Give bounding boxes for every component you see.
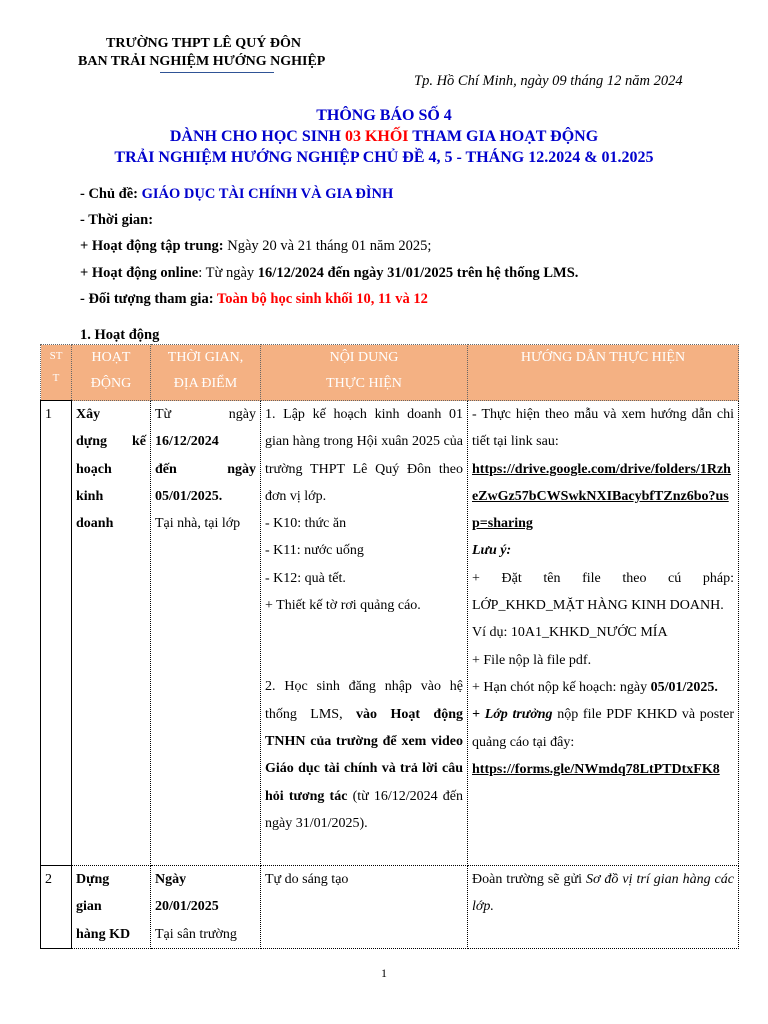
activity-table	[40, 344, 739, 949]
plan-template-link[interactable]: https://drive.google.com/drive/folders/1RzheZwGz57bCWSwkNXIBacybfTZnz6bo?usp=sharing	[472, 461, 731, 532]
school-name: TRƯỜNG THPT LÊ QUÝ ĐÔN	[106, 36, 301, 51]
row1-activity: Xây dựng kế hoạch kinh doanh	[72, 401, 151, 866]
time-label: - Thời gian:	[80, 212, 154, 228]
target-value: Toàn bộ học sinh khối 10, 11 và 12	[216, 291, 428, 307]
row2-stt: 2	[41, 866, 72, 949]
notice-number: THÔNG BÁO SỐ 4	[316, 107, 452, 124]
header-stt: ST T	[41, 345, 72, 401]
online-activity-line: + Hoạt động online: Từ ngày 16/12/2024 đến ngày 31/01/2025 trên hệ thống LMS.	[80, 265, 579, 281]
row2-content: Tự do sáng tạo	[261, 866, 468, 949]
document-date: Tp. Hồ Chí Minh, ngày 09 tháng 12 năm 2024	[414, 73, 683, 89]
table-header-row	[41, 345, 739, 401]
row1-stt: 1	[41, 401, 72, 866]
grade-count: 03 KHỐI	[344, 128, 409, 145]
row1-guide: - Thực hiện theo mẫu và xem hướng dẫn chi tiết tại link sau: https://drive.google.com/drive/folders/1RzheZwGz57bCWSwkNXIBacybfTZnz6bo?usp=sharing Lưu ý: + Đặt tên file theo cú pháp: LỚP_KHKD_MẶT HÀNG KINH DOANH. Ví dụ: 10A1_KHKD_NƯỚC MÍA + File nộp là file pdf. + Hạn chót nộp kế hoạch: ngày 05/01/2025. + Lớp trưởng nộp file PDF KHKD và poster quảng cáo tại đây: https://forms.gle/NWmdq78LtPTDtxFK8	[468, 401, 739, 866]
row2-activity: Dựng gian hàng KD	[72, 866, 151, 949]
row2-guide: Đoàn trường sẽ gửi Sơ đồ vị trí gian hàng các lớp.	[468, 866, 739, 949]
topic-value: GIÁO DỤC TÀI CHÍNH VÀ GIA ĐÌNH	[141, 186, 394, 202]
row2-time-place: Ngày 20/01/2025 Tại sân trường	[151, 866, 261, 949]
header-guide: HƯỚNG DẪN THỰC HIỆN	[468, 345, 739, 401]
row1-content: 1. Lập kế hoạch kinh doanh 01 gian hàng trong Hội xuân 2025 của trường THPT Lê Quý Đôn theo đơn vị lớp. - K10: thức ăn - K11: nước uống - K12: quà tết. + Thiết kế tờ rơi quảng cáo. 2. Học sinh đăng nhập vào hệ thống LMS, vào Hoạt động TNHN của trường để xem video Giáo dục tài chính và trả lời câu hỏi tương tác (từ 16/12/2024 đến ngày 31/01/2025).	[261, 401, 468, 866]
submission-form-link[interactable]: https://forms.gle/NWmdq78LtPTDtxFK8	[472, 761, 720, 777]
notice-title-line2: DÀNH CHO HỌC SINH 03 KHỐI THAM GIA HOẠT ĐỘNG	[169, 128, 599, 145]
header-content: NỘI DUNG THỰC HIỆN	[261, 345, 468, 401]
header-activity: HOẠT ĐỘNG	[72, 345, 151, 401]
table-row	[41, 401, 739, 866]
focus-activity-line: + Hoạt động tập trung: Ngày 20 và 21 tháng 01 năm 2025;	[80, 238, 432, 254]
section-title: 1. Hoạt động	[80, 327, 160, 343]
row1-time-place: Từ ngày 16/12/2024 đến ngày 05/01/2025. Tại nhà, tại lớp	[151, 401, 261, 866]
topic-line: - Chủ đề: GIÁO DỤC TÀI CHÍNH VÀ GIA ĐÌNH	[80, 186, 394, 202]
notice-title-line3: TRẢI NGHIỆM HƯỚNG NGHIỆP CHỦ ĐỀ 4, 5 - THÁNG 12.2024 & 01.2025	[114, 149, 654, 166]
header-time-place: THỜI GIAN, ĐỊA ĐIỂM	[151, 345, 261, 401]
table-row	[41, 866, 739, 949]
page-number: 1	[381, 966, 387, 980]
department-underline	[160, 72, 274, 73]
target-line: - Đối tượng tham gia: Toàn bộ học sinh khối 10, 11 và 12	[80, 291, 428, 307]
department-name: BAN TRẢI NGHIỆM HƯỚNG NGHIỆP	[78, 54, 326, 69]
